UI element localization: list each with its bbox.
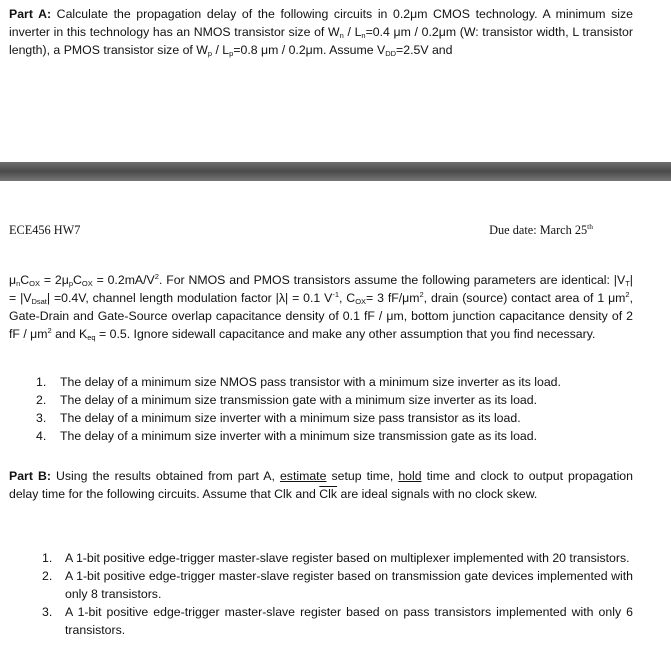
list-number: 2. (42, 569, 53, 583)
list-item (36, 427, 636, 445)
sub: OX (355, 297, 367, 306)
sub: p (68, 279, 73, 288)
sup: -1 (332, 290, 339, 299)
course-title: ECE456 HW7 (9, 223, 81, 237)
sub: p (229, 49, 234, 58)
page-divider (0, 162, 671, 181)
text: / L (343, 25, 362, 39)
sub: DD (385, 49, 397, 58)
text: = 0.5. Ignore sidewall capacitance and make any other assumption that you find necessary. (95, 327, 596, 341)
list-number: 4. (36, 429, 47, 443)
sub: n (339, 31, 344, 40)
text: =0.8 μm / 0.2μm. Assume V (233, 43, 386, 57)
text: C (20, 273, 30, 287)
text: time and clock to output propagation delay time for the following circuits. Assume that Clk and (9, 469, 633, 501)
sup: 2 (47, 326, 52, 335)
due-date (489, 221, 593, 239)
list-item (42, 567, 633, 603)
list-item (42, 549, 633, 567)
text: are ideal signals with no clock skew. (337, 487, 538, 501)
list-item (36, 409, 636, 427)
list-number: 3. (42, 605, 53, 619)
underlined-text: estimate (279, 469, 327, 483)
list-number: 1. (42, 551, 53, 565)
list-text: A 1-bit positive edge-trigger master-slave register based on transmission gate devices implemented with only 8 transistors. (65, 569, 633, 601)
sup: 2 (625, 290, 630, 299)
list-text: A 1-bit positive edge-trigger master-slave register based on multiplexer implemented with 20 transistors. (65, 551, 630, 565)
list-text: A 1-bit positive edge-trigger master-slave register based on pass transistors implemented with only 6 transistors. (65, 605, 633, 637)
text: C (72, 273, 82, 287)
sub: n (16, 279, 21, 288)
page-header (9, 221, 593, 239)
sup: 2 (419, 290, 424, 299)
due-date-sup: th (587, 222, 593, 231)
sub: eq (87, 333, 96, 342)
text: =2.5V and (396, 43, 453, 57)
clk-bar: $\overline{Clk}$ (319, 487, 338, 501)
list-item (36, 373, 636, 391)
text: , Gate-Drain and Gate-Source overlap capacitance density of 0.1 fF / μm, bottom junction capacitance density of 2 fF / μm (9, 291, 633, 341)
list-text: The delay of a minimum size inverter with a minimum size transmission gate as its load. (60, 429, 538, 443)
list-number: 3. (36, 411, 47, 425)
list-text: The delay of a minimum size inverter with a minimum size pass transistor as its load. (60, 411, 521, 425)
due-date-text: Due date: March 25 (489, 223, 588, 237)
sub: T (625, 279, 630, 288)
part-a-question-list (36, 373, 636, 445)
list-text: The delay of a minimum size NMOS pass transistor with a minimum size inverter as its load. (60, 375, 561, 389)
part-b-label: Part B: (9, 469, 51, 483)
text: , C (339, 291, 356, 305)
text: / L (212, 43, 230, 57)
part-a-paragraph (9, 5, 633, 59)
sub: OX (81, 279, 93, 288)
list-text: The delay of a minimum size transmission gate with a minimum size inverter as its load. (60, 393, 538, 407)
text: , drain (source) contact area of 1 μm (423, 291, 626, 305)
sub: OX (29, 279, 40, 288)
text: = 2μ (40, 273, 69, 287)
part-b-question-list (42, 549, 633, 639)
text: and K (51, 327, 88, 341)
text: Calculate the propagation delay of the following circuits in 0.2μm CMOS technology. A minimum size inverter in this technology has an NMOS transistor size of W (9, 7, 633, 39)
text: = 0.2mA/V (92, 273, 155, 287)
text: | =0.4V, channel length modulation factor |λ| = 0.1 V (46, 291, 333, 305)
sub: n (361, 31, 366, 40)
part-b-paragraph (9, 467, 633, 503)
text: . For NMOS and PMOS transistors assume the following parameters are identical: |V (158, 273, 626, 287)
sup: 2 (154, 272, 159, 281)
text: =0.4 μm / 0.2μm (W: transistor width, L transistor length), a PMOS transistor size of W (9, 25, 633, 57)
part-a-label: Part A: (9, 7, 52, 21)
list-number: 2. (36, 393, 47, 407)
text: = 3 fF/μm (366, 291, 420, 305)
sub: p (207, 49, 213, 58)
parameters-paragraph (9, 271, 633, 343)
text: Using the results obtained from part A, (50, 469, 280, 483)
text: μ (9, 273, 17, 287)
text: setup time, (326, 469, 399, 483)
list-item (36, 391, 636, 409)
list-number: 1. (36, 375, 47, 389)
list-item (42, 603, 633, 639)
underlined-text: hold (398, 469, 422, 483)
text: | = |V (9, 273, 633, 305)
sub: Dsat (31, 297, 47, 306)
